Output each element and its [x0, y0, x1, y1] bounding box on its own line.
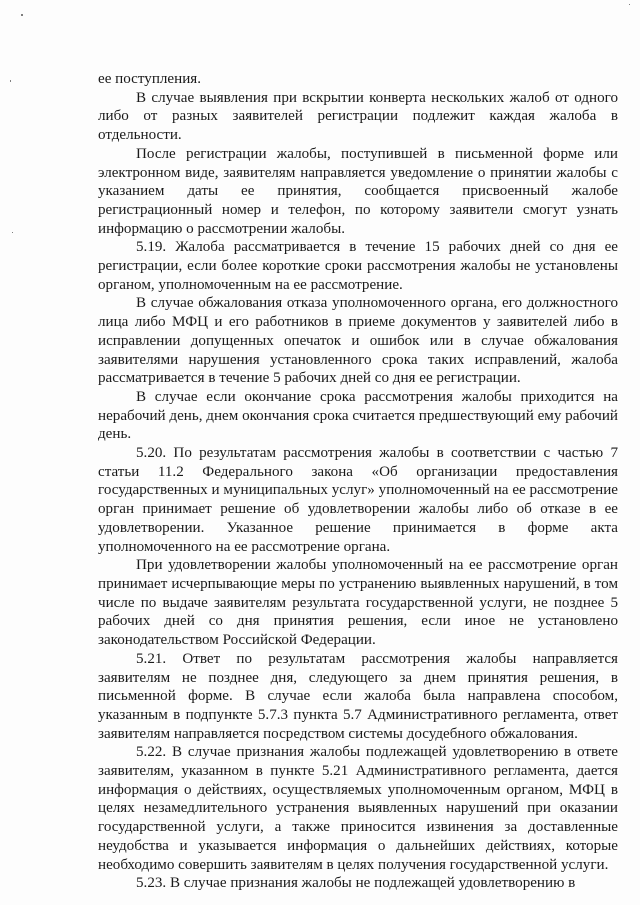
paragraph-5-19: 5.19. Жалоба рассматривается в течение 15 рабочих дней со дня ее регистрации, если более короткие сроки рассмотрения жалобы не установлены органом, уполномоченным на ее рассмотрение.: [98, 239, 618, 293]
paragraph-refusal-appeal: В случае обжалования отказа уполномоченного органа, его должностного лица либо МФЦ и его работников в приеме документов у заявителей либо в исправлении допущенных опечаток и ошибок или в случае обжалования заявителями нарушения установленного срока таких исправлений, жалоба рассматривается в течение 5 рабочих дней со дня ее регистрации.: [98, 295, 618, 387]
scan-speck: [21, 14, 23, 16]
paragraph-continuation: ее поступления.: [98, 71, 201, 87]
paragraph-5-22: 5.22. В случае признания жалобы подлежащей удовлетворению в ответе заявителям, указанном в пункте 5.21 Административного регламента, дается информация о действиях, осуществляемых уполномоченным органом, МФЦ в целях незамедлительного устранения выявленных нарушений при оказании государственной услуги, а также приносится извинения за доставленные неудобства и указывается информация о дальнейших действиях, которые необходимо совершить заявителям в целях получения государственной услуги.: [98, 744, 618, 873]
paragraph-nonworking-day: В случае если окончание срока рассмотрения жалобы приходится на нерабочий день, днем окончания срока считается предшествующий ему рабочий день.: [98, 388, 618, 443]
paragraph-5-21: 5.21. Ответ по результатам рассмотрения жалобы направляется заявителям не позднее дня, следующего за днем принятия решения, в письменной форме. В случае если жалоба была направлена способом, указанным в подпункте 5.7.3 пункта 5.7 Административного регламента, ответ заявителям направляется посредством системы досудебного обжалования.: [98, 650, 618, 742]
paragraph-multiple-complaints: В случае выявления при вскрытии конверта нескольких жалоб от одного либо от разных заявителей регистрации подлежит каждая жалоба в отдельности.: [98, 89, 618, 144]
paragraph-5-23: 5.23. В случае признания жалобы не подлежащей удовлетворению в: [136, 875, 576, 892]
scan-speck: [10, 80, 11, 82]
document-body: [98, 70, 618, 893]
scan-speck: [12, 232, 13, 233]
paragraph-registration-notice: После регистрации жалобы, поступившей в письменной форме или электронном виде, заявителям направляется уведомление о принятии жалобы с указанием даты ее принятия, сообщается присвоенный жалобе регистрационный номер и телефон, по которому заявители смогут узнать информацию о рассмотрении жалобы.: [98, 145, 618, 237]
paragraph-satisfaction-measures: При удовлетворении жалобы уполномоченный на ее рассмотрение орган принимает исчерпывающие меры по устранению выявленных нарушений, в том числе по выдаче заявителям результата государственной услуги, не позднее 5 рабочих дней со дня принятия решения, если иное не установлено законодательством Российской Федерации.: [98, 557, 618, 649]
paragraph-5-20: 5.20. По результатам рассмотрения жалобы в соответствии с частью 7 статьи 11.2 Федерального закона «Об организации предоставления государственных и муниципальных услуг» уполномоченный на ее рассмотрение орган принимает решение об удовлетворении жалобы либо об отказе в ее удовлетворении. Указанное решение принимается в форме акта уполномоченного на ее рассмотрение органа.: [98, 445, 618, 555]
scan-speck: [629, 4, 630, 5]
